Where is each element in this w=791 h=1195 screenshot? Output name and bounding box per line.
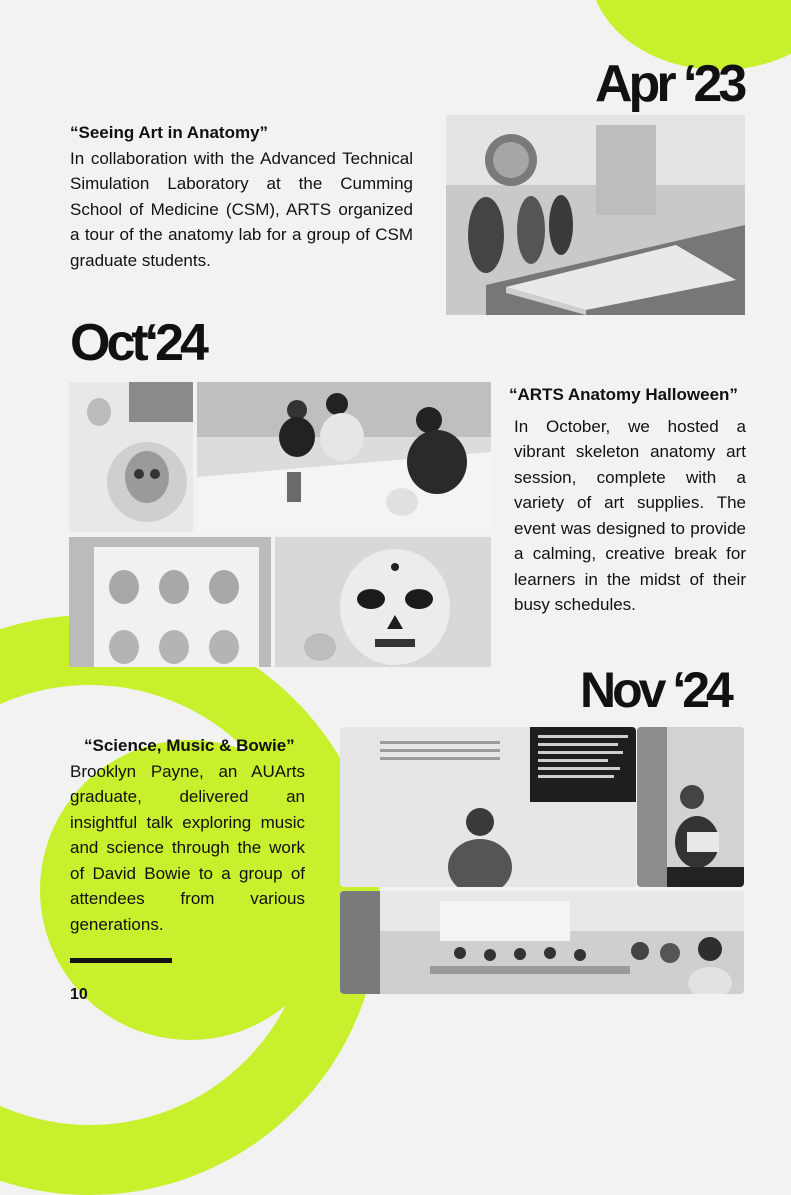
- footer-rule: [70, 958, 172, 963]
- date-nov-24: Nov ‘24: [580, 662, 730, 718]
- section-anatomy-halloween: [509, 382, 746, 618]
- section-title: “ARTS Anatomy Halloween”: [509, 385, 738, 404]
- photo-anatomy-lab-tour: [446, 115, 745, 315]
- date-apr-23: Apr ‘23: [595, 55, 744, 113]
- section-title: “Seeing Art in Anatomy”: [70, 123, 269, 142]
- photo-skull-sketch: [69, 382, 193, 532]
- section-title: “Science, Music & Bowie”: [84, 736, 295, 755]
- page-number: 10: [70, 986, 88, 1003]
- photo-bowie-audience: [340, 891, 744, 994]
- section-science-music-bowie: [70, 733, 305, 937]
- section-body: In collaboration with the Advanced Technical Simulation Laboratory at the Cumming School of Medicine (CSM), ARTS organized a tour of the anatomy lab for a group of CSM graduate students.: [70, 148, 413, 270]
- date-oct-24: Oct‘24: [70, 314, 205, 372]
- photo-bowie-talk-presenter: [637, 727, 744, 887]
- photo-skull-studies: [69, 537, 271, 667]
- photo-bowie-talk-speaker: [340, 727, 636, 887]
- section-body: Brooklyn Payne, an AUArts graduate, delivered an insightful talk exploring music and science through the work of David Bowie to a group of attendees from various generations.: [70, 761, 305, 934]
- section-seeing-art: [70, 120, 413, 273]
- photo-decorated-skull: [275, 537, 491, 667]
- photo-drawing-session: [197, 382, 491, 532]
- section-body: In October, we hosted a vibrant skeleton anatomy art session, complete with a variety of art supplies. The event was designed to provide a calming, creative break for learners in the midst of their busy schedules.: [514, 416, 746, 614]
